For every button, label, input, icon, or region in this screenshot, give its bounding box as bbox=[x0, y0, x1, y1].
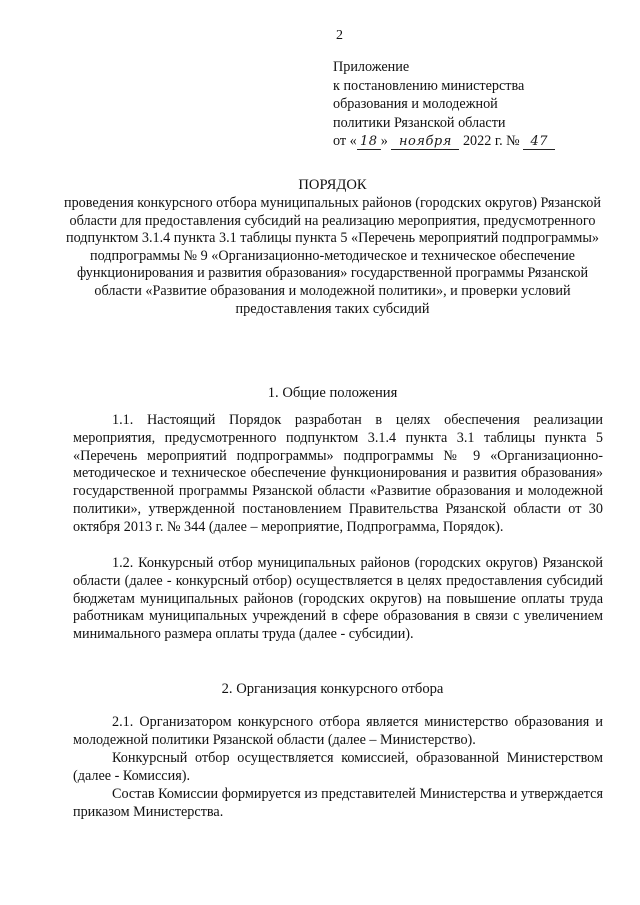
paragraph-text: 1.2. Конкурсный отбор муниципальных районов (городских округов) Рязанской области (далее - конкурсный отбор) осуществляется в целях предоставления субсидий бюджетам муниципальных районов (городских округов) на повышение оплаты труда работникам муниципальных учреждений в сфере образования в связи с увеличением минимального размера оплаты труда (далее - субсидии). bbox=[73, 555, 603, 643]
appendix-line: Приложение bbox=[333, 59, 410, 75]
handwritten-day: 18 bbox=[357, 135, 381, 150]
appendix-line: к постановлению министерства bbox=[333, 77, 525, 94]
paragraph-2-1-commission bbox=[73, 750, 603, 786]
paragraph-2-1 bbox=[73, 714, 603, 750]
paragraph-2-1-composition bbox=[73, 786, 603, 822]
appendix-line: образования и молодежной bbox=[333, 96, 498, 112]
paragraph-text: 2.1. Организатором конкурсного отбора является министерство образования и молодежной политики Рязанской области (далее – Министерство). bbox=[73, 714, 603, 748]
paragraph-text: 1.1. Настоящий Порядок разработан в целях обеспечения реализации мероприятия, предусмотренного подпунктом 3.1.4 пункта 3.1 таблицы пункта 5 «Перечень мероприятий подпрограммы» подпрограммы № 9 «Организационно-методическое и техническое обеспечение функционирования и развития образования» государственной программы Рязанской области «Развитие образования и молодежной политики», утвержденной постановлением Правительства Рязанской области от 30 октября 2013 г. № 344 (далее – мероприятие, Подпрограмма, Порядок). bbox=[73, 412, 603, 535]
paragraph-1-2 bbox=[73, 555, 603, 644]
paragraph-text: Состав Комиссии формируется из представителей Министерства и утверждается приказом Министерства. bbox=[73, 786, 603, 820]
document-title: ПОРЯДОК bbox=[298, 177, 367, 193]
appendix-date-line bbox=[333, 132, 555, 151]
date-mid: » bbox=[380, 133, 388, 149]
date-prefix: от « bbox=[333, 133, 357, 149]
paragraph-text: Конкурсный отбор осуществляется комиссией, образованной Министерством (далее - Комиссия). bbox=[73, 750, 603, 784]
section-heading: 1. Общие положения bbox=[267, 385, 398, 401]
appendix-block bbox=[333, 58, 555, 151]
date-year: 2022 г. № bbox=[462, 133, 520, 149]
document-subtitle: проведения конкурсного отбора муниципальных районов (городских округов) Рязанской области для предоставления субсидий на реализацию мероприятия, предусмотренного подпунктом 3.1.4 пункта 3.1 таблицы пункта 5 «Перечень мероприятий подпрограммы» подпрограммы № 9 «Организационно-методическое и техническое обеспечение функционирования и развития образования» государственной программы Рязанской области «Развитие образования и молодежной политики», и проверки условий предоставления таких субсидий bbox=[64, 195, 601, 317]
paragraph-1-1 bbox=[73, 412, 603, 537]
section-heading: 2. Организация конкурсного отбора bbox=[221, 681, 444, 697]
handwritten-number: 47 bbox=[523, 135, 555, 150]
page-number: 2 bbox=[336, 28, 343, 43]
handwritten-month: ноября bbox=[391, 135, 459, 150]
appendix-line: политики Рязанской области bbox=[333, 114, 506, 131]
